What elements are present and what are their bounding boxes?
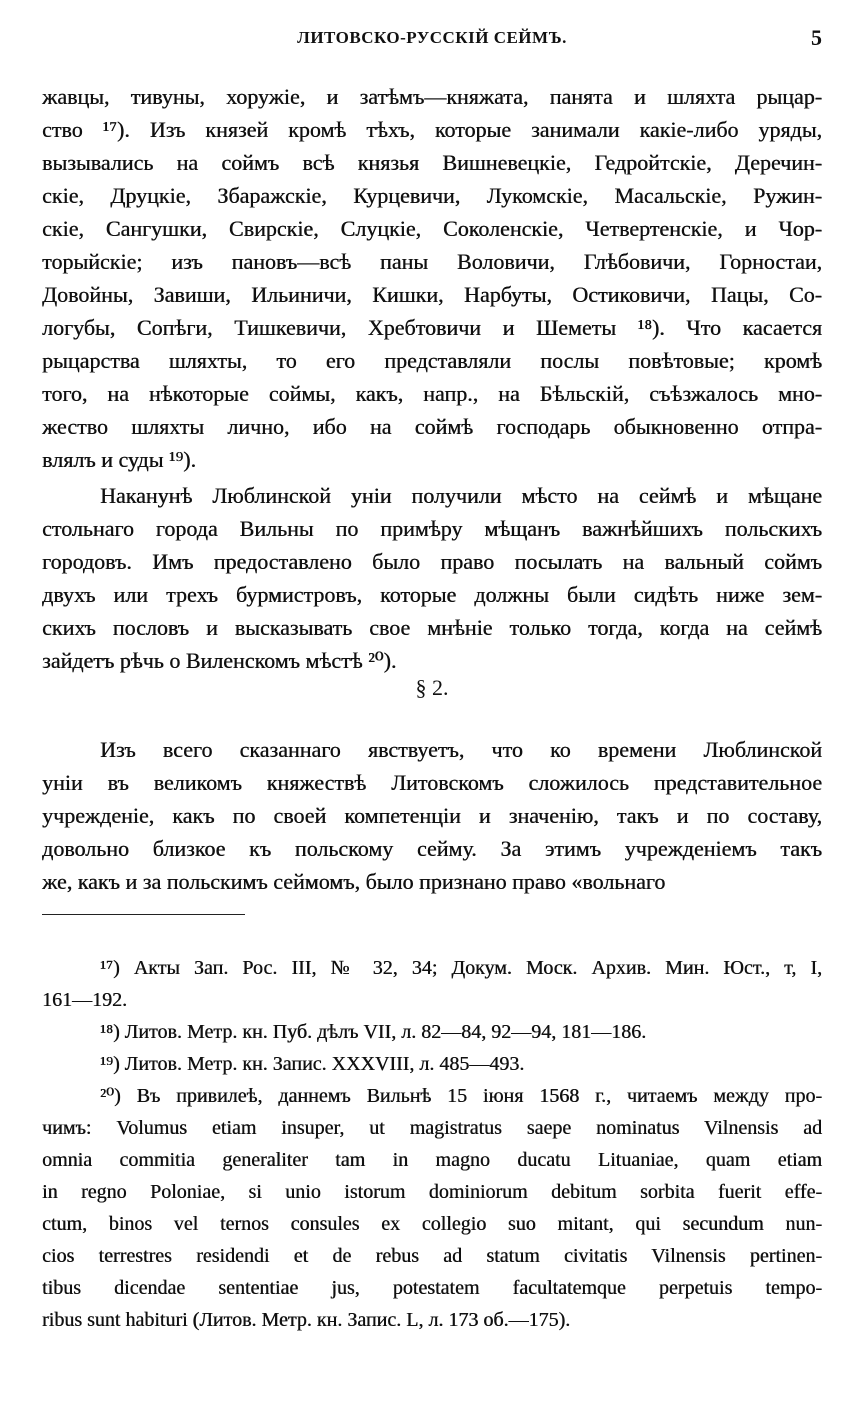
footnote (42, 1080, 822, 1336)
footnotes (42, 952, 822, 1336)
footnote-line: чимъ: Volumus etiam insuper, ut magistratus saepe nominatus Vilnensis ad (42, 1117, 822, 1139)
footnote-line: tibus dicendae sententiae jus, potestatem facultatemque perpetuis tempo- (42, 1277, 822, 1299)
footnote-line: ¹⁷) Акты Зап. Рос. III, № 32, 34; Докум. Моск. Архив. Мин. Юст., т, I, (100, 957, 822, 979)
footnote-line: ctum, binos vel ternos consules ex collegio suo mitant, qui secundum nun- (42, 1213, 822, 1235)
footnote-line: cios terrestres residendi et de rebus ad statum civitatis Vilnensis pertinen- (42, 1245, 822, 1267)
paragraph-line: уніи въ великомъ княжествѣ Литовскомъ сложилось представительное (42, 770, 822, 795)
footnote-line: ²⁰) Въ привилеѣ, даннемъ Вильнѣ 15 іюня 1568 г., читаемъ между про- (100, 1085, 822, 1107)
main-text (42, 80, 822, 680)
paragraph-line: зайдетъ рѣчь о Виленскомъ мѣстѣ ²⁰). (42, 648, 397, 673)
paragraph-line: скіе, Друцкіе, Збаражскіе, Курцевичи, Лукомскіе, Масальскіе, Ружин- (42, 183, 822, 208)
paragraph-line: двухъ или трехъ бурмистровъ, которые должны были сидѣть ниже зем- (42, 582, 822, 607)
footnote-divider (42, 914, 245, 915)
paragraph-line: торыйскіе; изъ пановъ—всѣ паны Воловичи, Глѣбовичи, Горностаи, (42, 249, 822, 274)
running-title: ЛИТОВСКО-РУССКІЙ СЕЙМЪ. (297, 28, 567, 47)
paragraph-line: Изъ всего сказаннаго явствуетъ, что ко времени Люблинской (100, 737, 822, 762)
paragraph-line: того, на нѣкоторые соймы, какъ, напр., на Бѣльскій, съѣзжалось мно- (42, 381, 822, 406)
page-header (0, 25, 864, 58)
paragraph-line: жавцы, тивуны, хоружіе, и затѣмъ—княжата, панята и шляхта рыцар- (42, 84, 822, 109)
footnote-line: omnia commitia generaliter tam in magno ducatu Lituaniae, quam etiam (42, 1149, 822, 1171)
paragraph-line: влялъ и суды ¹⁹). (42, 447, 196, 472)
page-number: 5 (811, 25, 822, 50)
footnote (42, 952, 822, 1016)
paragraph (42, 80, 822, 476)
paragraph-section-2 (42, 733, 822, 898)
footnote-line: in regno Poloniae, si unio istorum dominiorum debitum sorbita fuerit effe- (42, 1181, 822, 1203)
paragraph-line: ство ¹⁷). Изъ князей кромѣ тѣхъ, которые занимали какіе-либо уряды, (42, 117, 822, 142)
footnote-line: ¹⁸) Литов. Метр. кн. Пуб. дѣлъ VII, л. 82—84, 92—94, 181—186. (100, 1021, 647, 1043)
paragraph (42, 479, 822, 677)
paragraph-line: же, какъ и за польскимъ сеймомъ, было признано право «вольнаго (42, 869, 666, 894)
paragraph-line: стольнаго города Вильны по примѣру мѣщанъ важнѣйшихъ польскихъ (42, 516, 822, 541)
footnote-line: ¹⁹) Литов. Метр. кн. Запис. XXXVIII, л. 485—493. (100, 1053, 525, 1075)
section-heading: § 2. (415, 675, 449, 700)
paragraph-line: городовъ. Имъ предоставлено было право посылать на вальный соймъ (42, 549, 822, 574)
footnote (42, 1048, 822, 1080)
paragraph-line: Довойны, Завиши, Ильиничи, Кишки, Нарбуты, Остиковичи, Пацы, Со- (42, 282, 822, 307)
paragraph-line: скихъ пословъ и высказывать свое мнѣніе только тогда, когда на сеймѣ (42, 615, 822, 640)
paragraph-line: довольно близкое къ польскому сейму. За этимъ учрежденіемъ такъ (42, 836, 822, 861)
paragraph-line: Наканунѣ Люблинской уніи получили мѣсто на сеймѣ и мѣщане (100, 483, 822, 508)
paragraph-line: рыцарства шляхты, то его представляли послы повѣтовые; кромѣ (42, 348, 822, 373)
footnote (42, 1016, 822, 1048)
paragraph-line: учрежденіе, какъ по своей компетенціи и значенію, такъ и по составу, (42, 803, 822, 828)
footnote-line: ribus sunt habituri (Литов. Метр. кн. Запис. L, л. 173 об.—175). (42, 1309, 571, 1331)
paragraph-line: логубы, Сопѣги, Тишкевичи, Хребтовичи и Шеметы ¹⁸). Что касается (42, 315, 822, 340)
footnote-line: 161—192. (42, 989, 127, 1011)
paragraph-line: вызывались на соймъ всѣ князья Вишневецкіе, Гедройтскіе, Деречин- (42, 150, 822, 175)
paragraph-line: жество шляхты лично, ибо на соймѣ господарь обыкновенно отпра- (42, 414, 822, 439)
paragraph-line: скіе, Сангушки, Свирскіе, Слуцкіе, Соколенскіе, Четвертенскіе, и Чор- (42, 216, 822, 241)
